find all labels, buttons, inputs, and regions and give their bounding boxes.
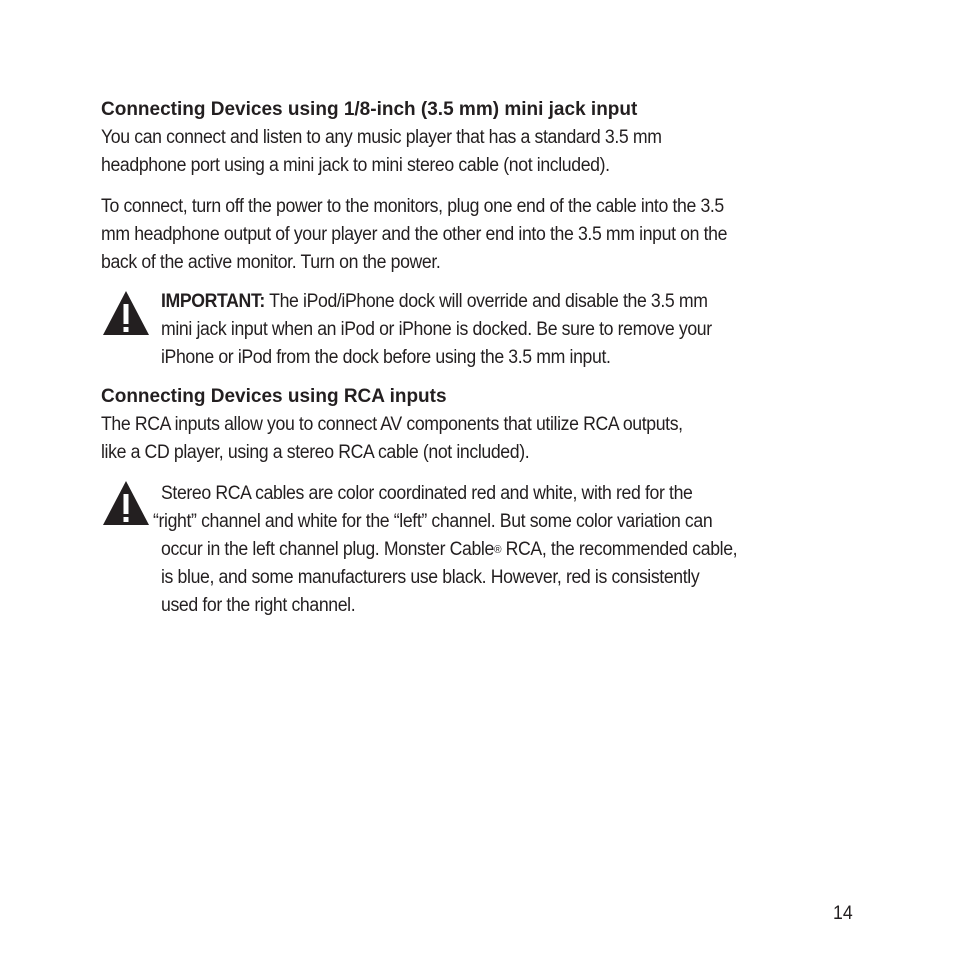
rca-note-line-2: “right” channel and white for the “left” channel. But some color variation can — [153, 511, 713, 532]
section-heading-mini-jack: Connecting Devices using 1/8-inch (3.5 mm) mini jack input — [101, 99, 638, 120]
rca-note-line-1: Stereo RCA cables are color coordinated red and white, with red for the — [161, 483, 693, 504]
mini-jack-steps-line-3: back of the active monitor. Turn on the power. — [101, 252, 441, 273]
rca-intro-line-2: like a CD player, using a stereo RCA cable (not included). — [101, 442, 530, 463]
rca-note-line-3-a: occur in the left channel plug. Monster Cable — [161, 539, 494, 560]
rca-note-line-5: used for the right channel. — [161, 595, 356, 616]
document-body — [101, 96, 861, 620]
warning-triangle-icon — [102, 480, 150, 526]
rca-color-note — [101, 480, 861, 620]
mini-jack-intro-line-2: headphone port using a mini jack to mini stereo cable (not included). — [101, 155, 610, 176]
section-heading-rca: Connecting Devices using RCA inputs — [101, 386, 447, 407]
important-note — [101, 288, 861, 372]
important-note-line-1-text: The iPod/iPhone dock will override and disable the 3.5 mm — [264, 291, 708, 312]
rca-note-line-3 — [161, 536, 849, 564]
page-number: 14 — [833, 903, 853, 924]
registered-mark: ® — [493, 544, 502, 556]
important-note-line-1 — [161, 288, 849, 316]
warning-triangle-icon — [102, 290, 150, 336]
important-note-line-2: mini jack input when an iPod or iPhone is docked. Be sure to remove your — [161, 319, 712, 340]
important-note-line-3: iPhone or iPod from the dock before using the 3.5 mm input. — [161, 347, 611, 368]
mini-jack-steps-line-1: To connect, turn off the power to the monitors, plug one end of the cable into the 3.5 — [101, 196, 724, 217]
rca-note-line-3-b: RCA, the recommended cable, — [501, 539, 738, 560]
important-label: IMPORTANT: — [161, 291, 265, 312]
rca-intro-line-1: The RCA inputs allow you to connect AV components that utilize RCA outputs, — [101, 414, 683, 435]
mini-jack-steps-line-2: mm headphone output of your player and the other end into the 3.5 mm input on the — [101, 224, 728, 245]
rca-note-line-4: is blue, and some manufacturers use black. However, red is consistently — [161, 567, 700, 588]
mini-jack-intro-line-1: You can connect and listen to any music player that has a standard 3.5 mm — [101, 127, 662, 148]
